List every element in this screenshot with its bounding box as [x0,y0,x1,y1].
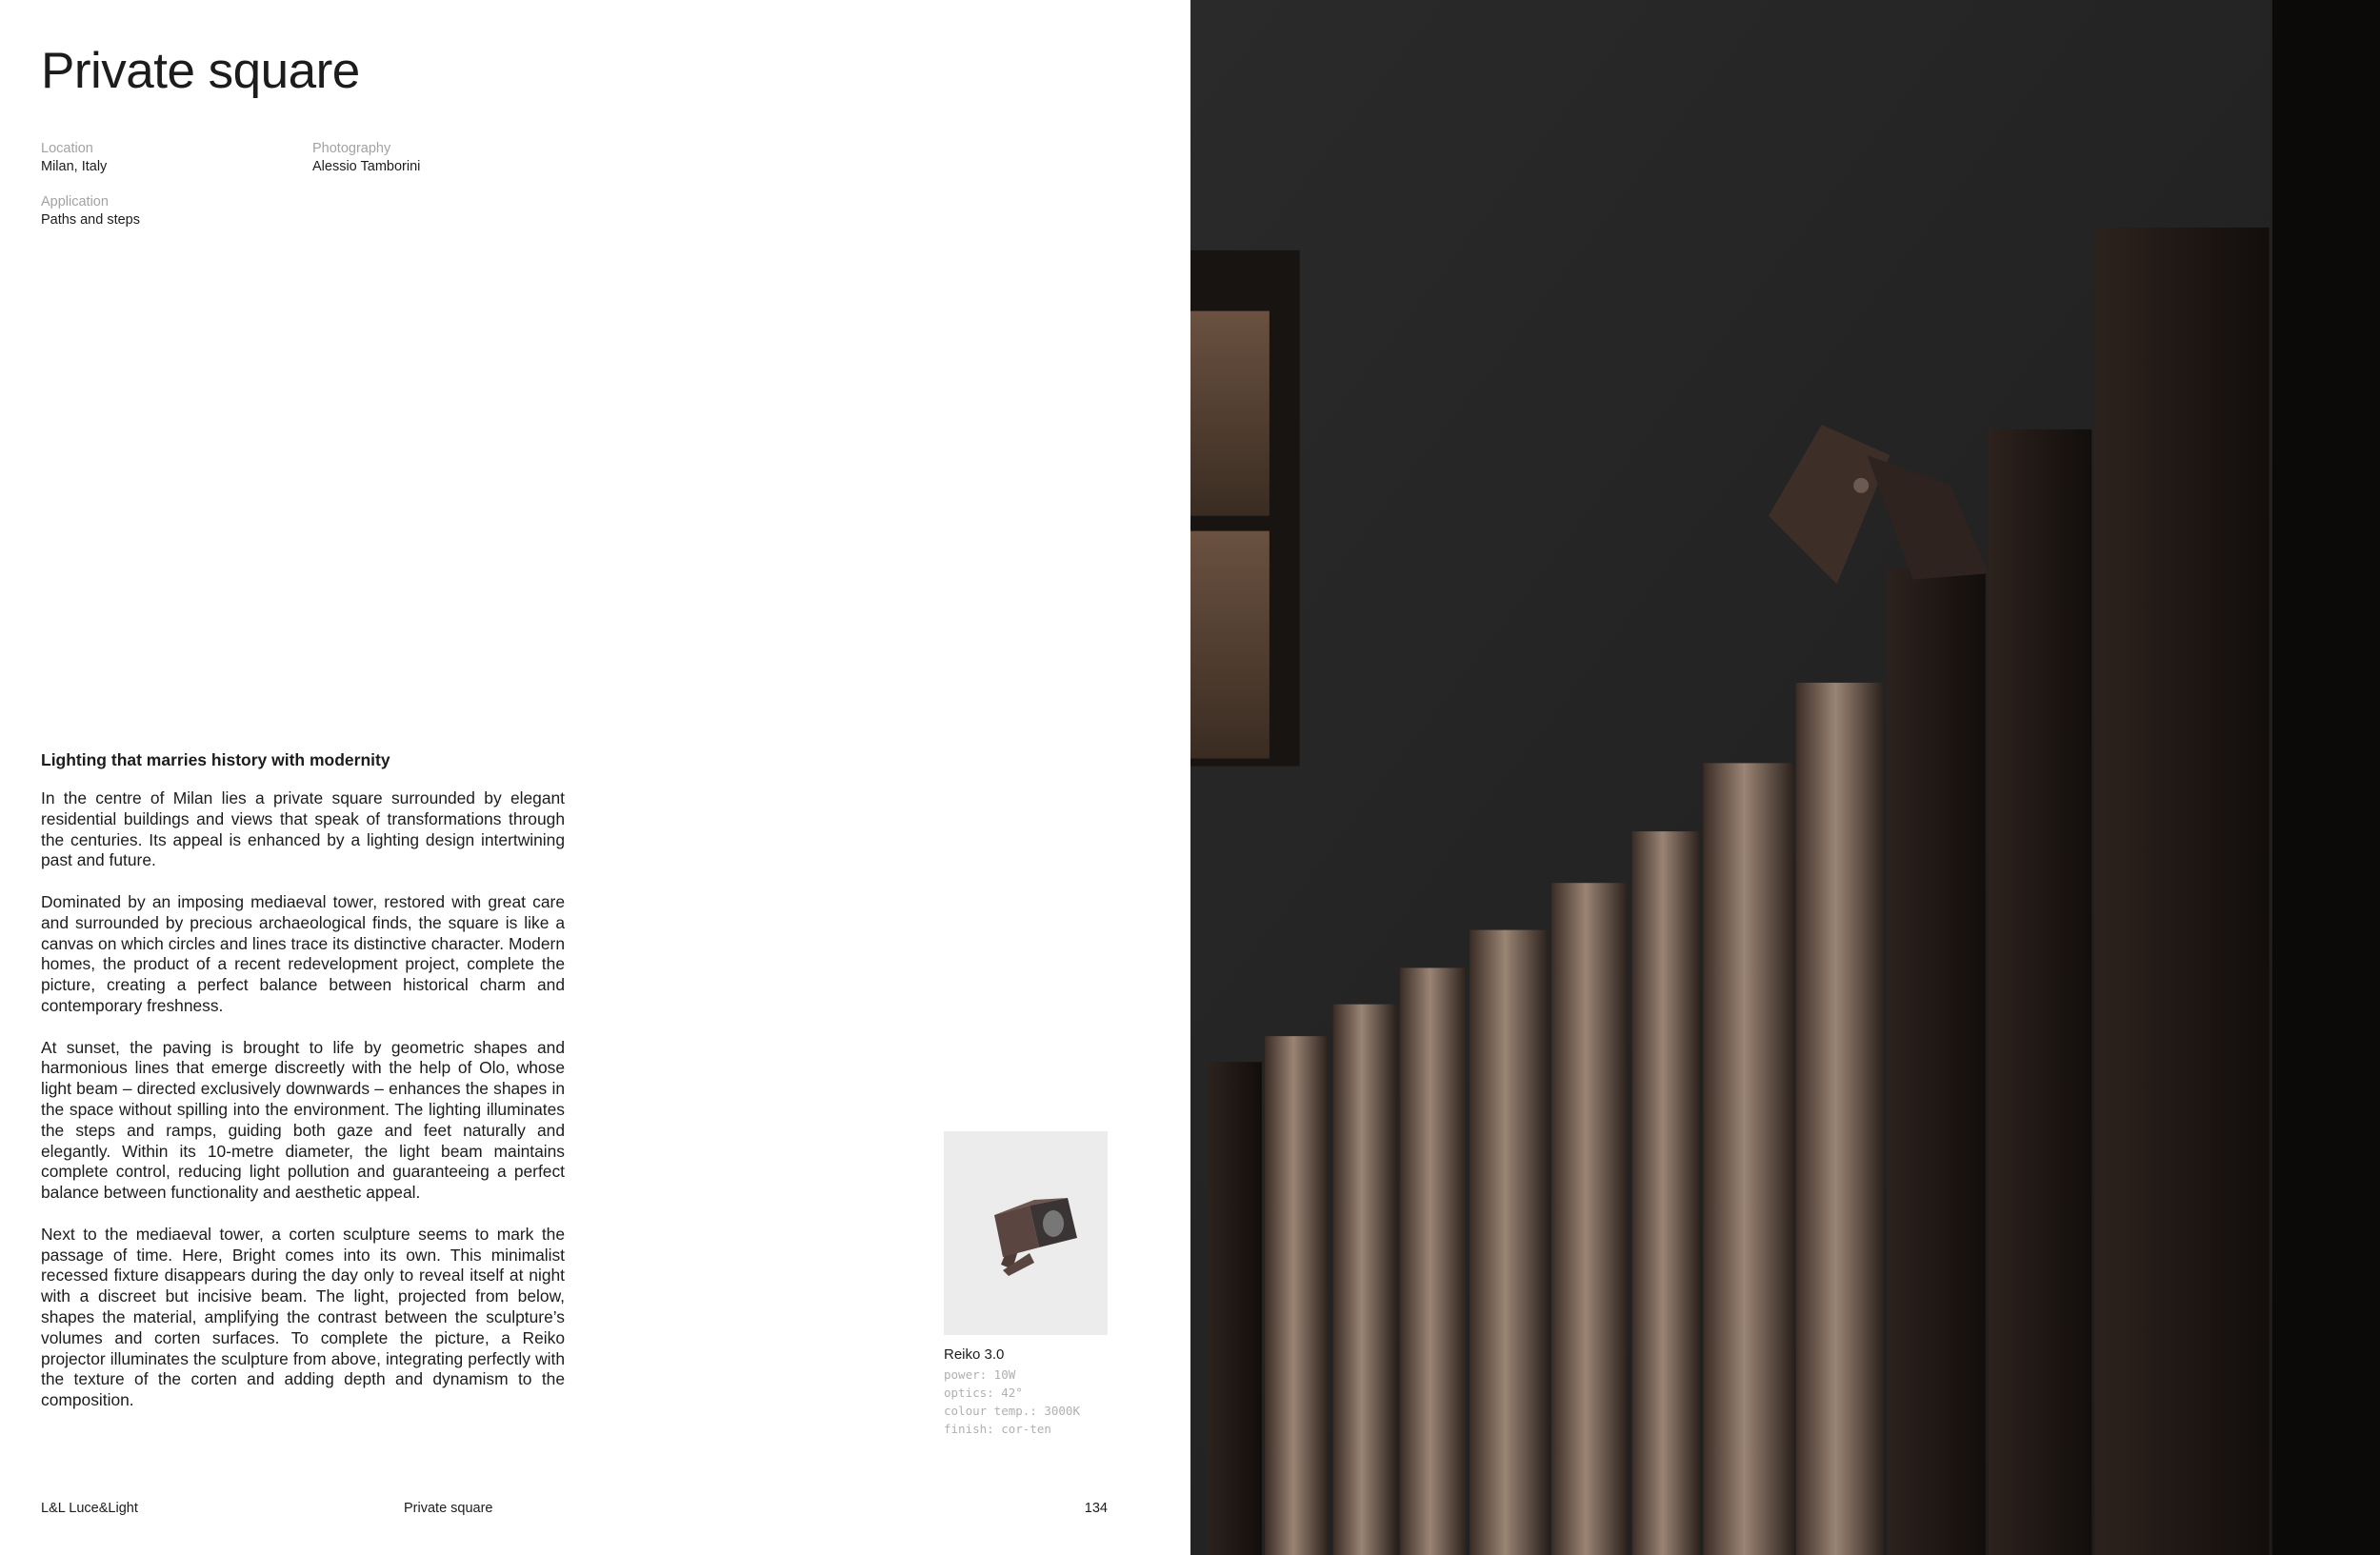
product-image [944,1131,1108,1335]
application-label: Application [41,194,109,209]
projector-icon [944,1131,1108,1335]
spec-colour-temp: colour temp.: 3000K [944,1404,1080,1418]
article-paragraph: Dominated by an imposing mediaeval tower, restored with great care and surrounded by precious archaeological finds, the square is like a canvas on which circles and lines trace its distinctive character. Modern homes, the product of a recent redevelopment project, complete the picture, creating a perfect balance between historical charm and contemporary freshness. [41,891,565,1015]
product-name: Reiko 3.0 [944,1346,1005,1363]
spec-optics: optics: 42° [944,1386,1023,1400]
article-paragraph: At sunset, the paving is brought to life by geometric shapes and harmonious lines that emerge discreetly with the help of Olo, whose light beam – directed exclusively downwards – enhances the shapes in the space without spilling into the environment. The lighting illuminates the steps and ramps, guiding both gaze and feet naturally and elegantly. Within its 10-metre diameter, the light beam maintains complete control, reducing light pollution and guaranteeing a perfect balance between functionality and aesthetic appeal. [41,1037,565,1203]
location-value: Milan, Italy [41,159,108,174]
photography-value: Alessio Tamborini [312,159,421,174]
application-value: Paths and steps [41,212,140,228]
photography-meta [312,140,420,176]
footer-section: Private square [404,1501,493,1516]
location-label: Location [41,141,93,156]
article-heading: Lighting that marries history with modernity [41,750,390,769]
sculpture-photo [1190,0,2380,1555]
location-meta [41,140,107,176]
page-number: 134 [1084,1501,1108,1516]
article-paragraph: In the centre of Milan lies a private square surrounded by elegant residential buildings and views that speak of transformations through the centuries. Its appeal is enhanced by a lighting design intertwining past and future. [41,788,565,870]
article-paragraph: Next to the mediaeval tower, a corten sculpture seems to mark the passage of time. Here, Bright comes into its own. This minimalist recessed fixture disappears during the day only to reveal itself at night with a discreet but incisive beam. The light, projected from below, shapes the material, amplifying the contrast between the sculpture’s volumes and corten surfaces. To complete the picture, a Reiko projector illuminates the sculpture from above, integrating perfectly with the texture of the corten and adding depth and dynamism to the composition. [41,1224,565,1410]
application-meta [41,193,140,229]
spec-finish: finish: cor-ten [944,1422,1051,1436]
spec-power: power: 10W [944,1367,1016,1382]
article [41,749,565,1432]
product-specs [944,1366,1080,1438]
photography-label: Photography [312,141,391,156]
footer-brand: L&L Luce&Light [41,1501,138,1516]
page-title: Private square [41,43,360,99]
corten-sculpture-image [1190,0,2380,1555]
